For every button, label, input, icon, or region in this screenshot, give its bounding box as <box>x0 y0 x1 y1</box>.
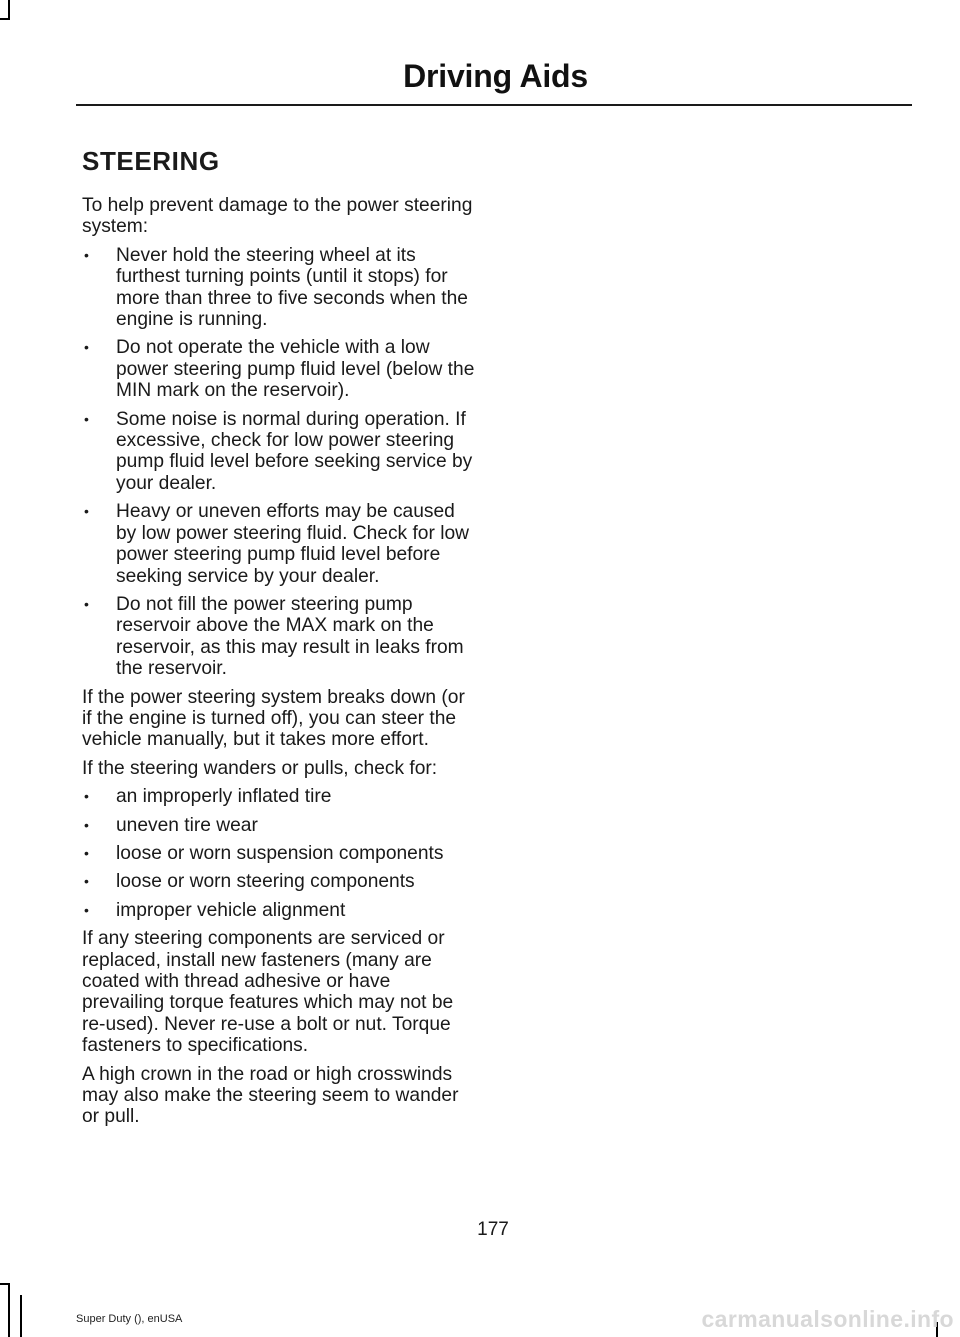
crop-mark-top-left-vertical <box>8 0 10 20</box>
list-item <box>82 871 476 892</box>
list-item-text: Some noise is normal during operation. If excessive, check for low power steering pump fluid level before seeking service by your dealer. <box>116 408 473 494</box>
crop-mark-bottom-left-vertical <box>8 1283 10 1337</box>
bullet-icon: • <box>84 816 89 833</box>
intro-paragraph: To help prevent damage to the power steering system: <box>82 195 473 238</box>
wanders-paragraph: If the steering wanders or pulls, check for: <box>82 757 438 779</box>
damage-prevention-list <box>82 245 476 680</box>
list-item <box>82 843 476 864</box>
breakdown-paragraph: If the power steering system breaks down (or if the engine is turned off), you can steer the vehicle manually, but it takes more effort. <box>82 686 465 751</box>
check-list <box>82 786 476 921</box>
list-item-text: loose or worn steering components <box>116 871 415 893</box>
page-number: 177 <box>477 1219 509 1240</box>
fasteners-paragraph: If any steering components are serviced or replaced, install new fasteners (many are coated with thread adhesive or have prevailing torque features which may not be re-used). Never re-use a bolt or nut. Torque fasteners to specifications. <box>82 928 454 1057</box>
list-item-text: Do not fill the power steering pump reservoir above the MAX mark on the reservoir, as this may result in leaks from the reservoir. <box>116 593 464 680</box>
list-item-text: loose or worn suspension components <box>116 842 444 864</box>
bullet-icon: • <box>84 503 89 520</box>
list-item <box>82 501 476 587</box>
bullet-icon: • <box>84 788 89 805</box>
list-item <box>82 815 476 836</box>
list-item <box>82 245 476 331</box>
list-item-text: Never hold the steering wheel at its furthest turning points (until it stops) for more than three to five seconds when the engine is running. <box>116 244 468 331</box>
page-header-title: Driving Aids <box>403 58 588 94</box>
list-item <box>82 594 476 680</box>
section-heading: STEERING <box>82 146 220 176</box>
list-item <box>82 337 476 401</box>
crown-paragraph: A high crown in the road or high crosswinds may also make the steering seem to wander or pull. <box>82 1063 459 1128</box>
crop-mark-bottom-left-horizontal <box>0 1283 10 1285</box>
list-item-text: uneven tire wear <box>116 814 258 836</box>
bullet-icon: • <box>84 844 89 861</box>
list-item <box>82 786 476 807</box>
header-divider <box>76 104 912 106</box>
list-item-text: improper vehicle alignment <box>116 899 346 921</box>
bullet-icon: • <box>84 410 89 427</box>
list-item-text: Do not operate the vehicle with a low power steering pump fluid level (below the MIN mark on the reservoir). <box>116 337 475 402</box>
watermark: carmanualsonline.info <box>701 1306 954 1332</box>
bullet-icon: • <box>84 339 89 356</box>
crop-mark-top-left-horizontal <box>0 18 10 20</box>
list-item-text: an improperly inflated tire <box>116 786 332 808</box>
bullet-icon: • <box>84 595 89 612</box>
list-item <box>82 409 476 495</box>
bullet-icon: • <box>84 901 89 918</box>
main-content <box>82 146 476 1135</box>
document-id: Super Duty (), enUSA <box>76 1313 183 1325</box>
list-item-text: Heavy or uneven efforts may be caused by low power steering fluid. Check for low power steering pump fluid level before seeking service by your dealer. <box>116 501 469 587</box>
list-item <box>82 900 476 921</box>
bullet-icon: • <box>84 246 89 263</box>
bullet-icon: • <box>84 873 89 890</box>
crop-mark-bottom-left-inner <box>20 1295 22 1337</box>
